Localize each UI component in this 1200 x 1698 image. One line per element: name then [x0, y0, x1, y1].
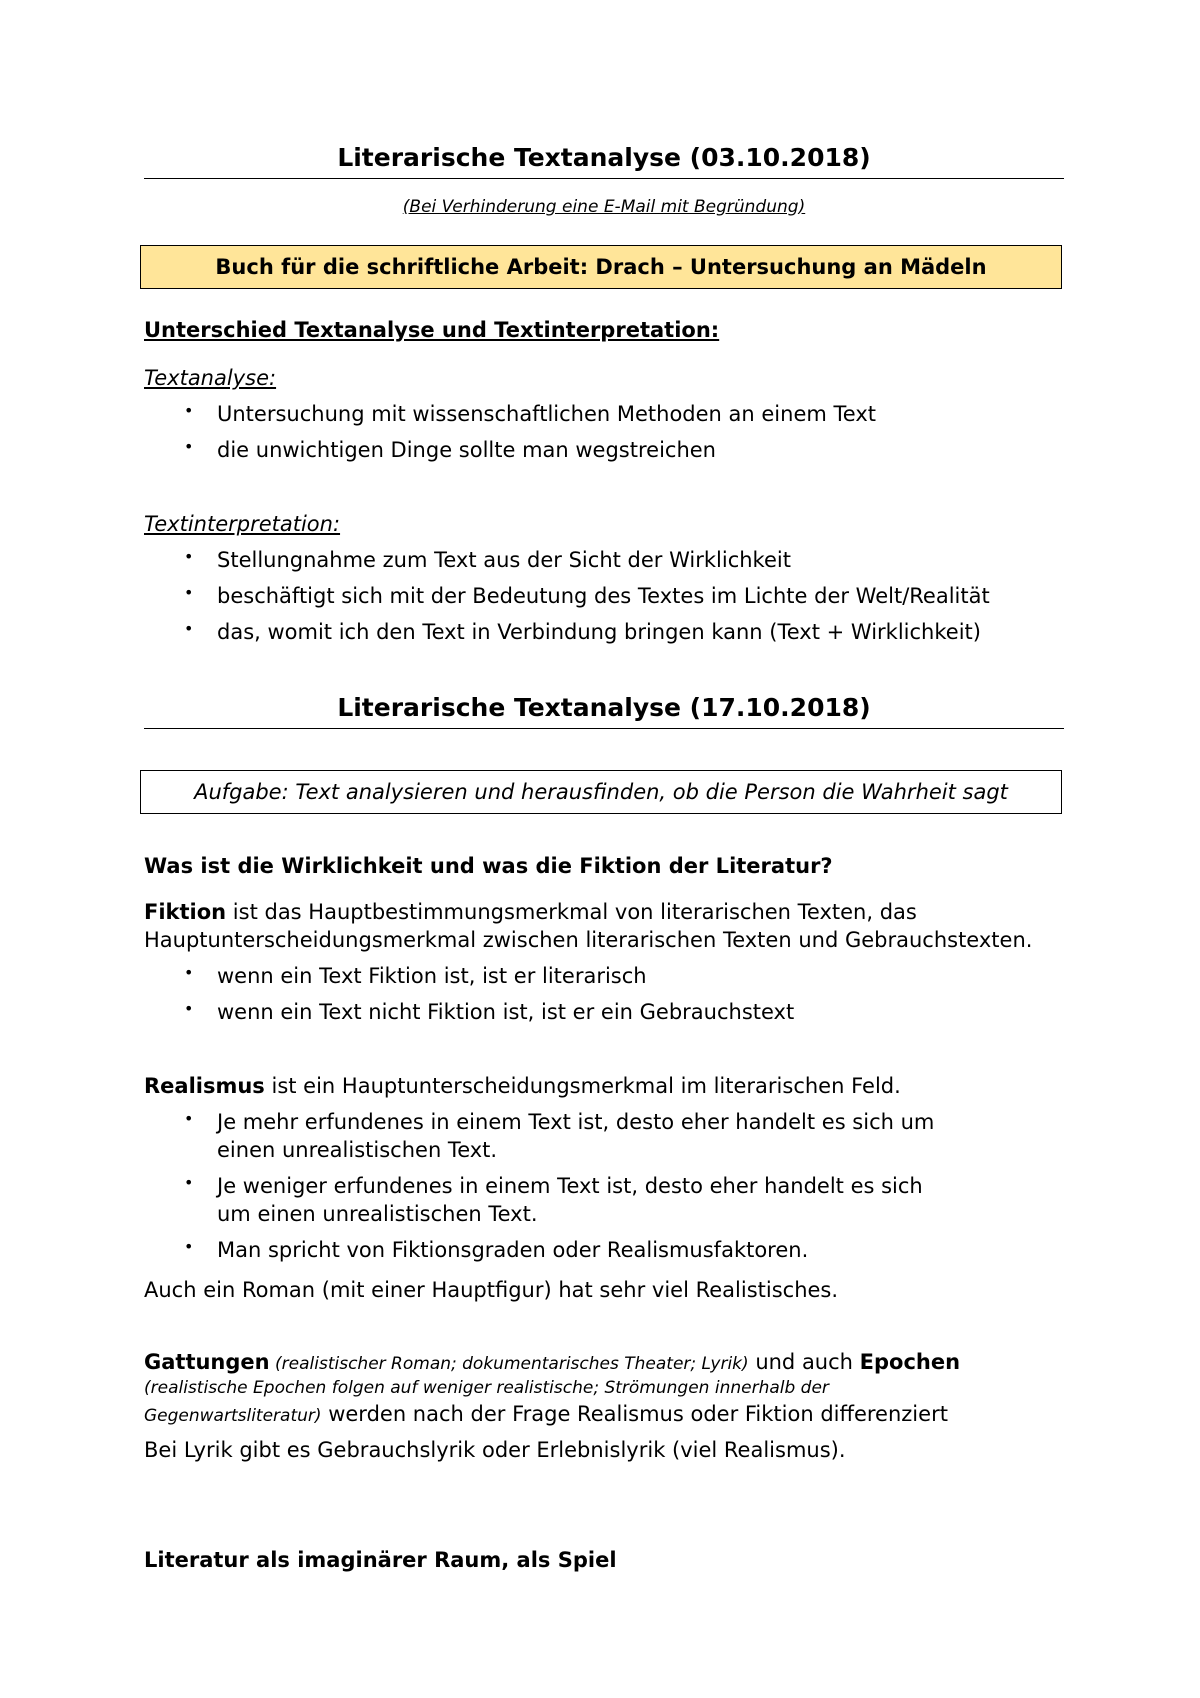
- fiction-paragraph-line1: Fiktion ist das Hauptbestimmungsmerkmal von literarischen Texten, das: [144, 900, 917, 924]
- realism-paragraph: Realismus ist ein Hauptunterscheidungsmerkmal im literarischen Feld.: [144, 1074, 901, 1098]
- bullet-icon: •: [184, 999, 194, 1018]
- realism-term: Realismus: [144, 1074, 265, 1098]
- list-item: • Je mehr erfundenes in einem Text ist, desto eher handelt es sich um einen unrealistischen Text.: [184, 1109, 935, 1162]
- bullet-icon: •: [184, 619, 194, 638]
- realism-list: [144, 1108, 1044, 1264]
- fiction-term: Fiktion: [144, 900, 227, 924]
- list-item: • beschäftigt sich mit der Bedeutung des Textes im Lichte der Welt/Realität: [184, 583, 990, 608]
- bullet-icon: •: [184, 963, 194, 982]
- epochs-note-line: (realistische Epochen folgen auf weniger realistische; Strömungen innerhalb der: [144, 1378, 829, 1398]
- list-item: • Untersuchung mit wissenschaftlichen Methoden an einem Text: [184, 401, 876, 426]
- fiction-question: Was ist die Wirklichkeit und was die Fiktion der Literatur?: [144, 854, 833, 878]
- list-item: • Man spricht von Fiktionsgraden oder Realismusfaktoren.: [184, 1237, 809, 1262]
- fiction-list: [144, 962, 1064, 1026]
- epochs-term: Epochen: [859, 1350, 961, 1374]
- list-item: • die unwichtigen Dinge sollte man wegstreichen: [184, 437, 716, 462]
- list-item: • das, womit ich den Text in Verbindung bringen kann (Text + Wirklichkeit): [184, 619, 981, 644]
- section1-heading: Literarische Textanalyse (03.10.2018): [144, 142, 1064, 179]
- list-item: • wenn ein Text Fiktion ist, ist er literarisch: [184, 963, 647, 988]
- bullet-icon: •: [184, 583, 194, 602]
- list-item: • Je weniger erfundenes in einem Text ist, desto eher handelt es sich um einen unrealistischen Text.: [184, 1173, 923, 1226]
- bullet-icon: •: [184, 1237, 194, 1256]
- imaginary-space-heading: Literatur als imaginärer Raum, als Spiel: [144, 1548, 617, 1572]
- interpretation-list: [144, 546, 1064, 646]
- section2-heading: Literarische Textanalyse (17.10.2018): [144, 692, 1064, 729]
- bullet-icon: •: [184, 401, 194, 420]
- list-item: • wenn ein Text nicht Fiktion ist, ist er ein Gebrauchstext: [184, 999, 795, 1024]
- difference-title: Unterschied Textanalyse und Textinterpretation:: [144, 318, 720, 342]
- bullet-icon: •: [184, 437, 194, 456]
- genres-term: Gattungen: [144, 1350, 270, 1374]
- bullet-icon: •: [184, 1173, 194, 1192]
- bullet-icon: •: [184, 1109, 194, 1128]
- lyric-line: Bei Lyrik gibt es Gebrauchslyrik oder Erlebnislyrik (viel Realismus).: [144, 1438, 846, 1462]
- task-box: Aufgabe: Text analysieren und herausfinden, ob die Person die Wahrheit sagt: [140, 770, 1062, 814]
- epochs-rest-line: Gegenwartsliteratur) werden nach der Frage Realismus oder Fiktion differenziert: [144, 1402, 948, 1426]
- bullet-icon: •: [184, 547, 194, 566]
- absence-note: (Bei Verhinderung eine E-Mail mit Begründung): [402, 197, 806, 217]
- book-box: Buch für die schriftliche Arbeit: Drach – Untersuchung an Mädeln: [140, 245, 1062, 289]
- genres-line: Gattungen (realistischer Roman; dokumentarisches Theater; Lyrik) und auch Epochen: [144, 1350, 961, 1374]
- interpretation-label: Textinterpretation:: [144, 512, 341, 536]
- analysis-list: [144, 400, 1064, 464]
- fiction-paragraph-line2: Hauptunterscheidungsmerkmal zwischen literarischen Texten und Gebrauchstexten.: [144, 928, 1033, 952]
- list-item: • Stellungnahme zum Text aus der Sicht der Wirklichkeit: [184, 547, 791, 572]
- analysis-label: Textanalyse:: [144, 366, 277, 390]
- novel-line: Auch ein Roman (mit einer Hauptfigur) hat sehr viel Realistisches.: [144, 1278, 839, 1302]
